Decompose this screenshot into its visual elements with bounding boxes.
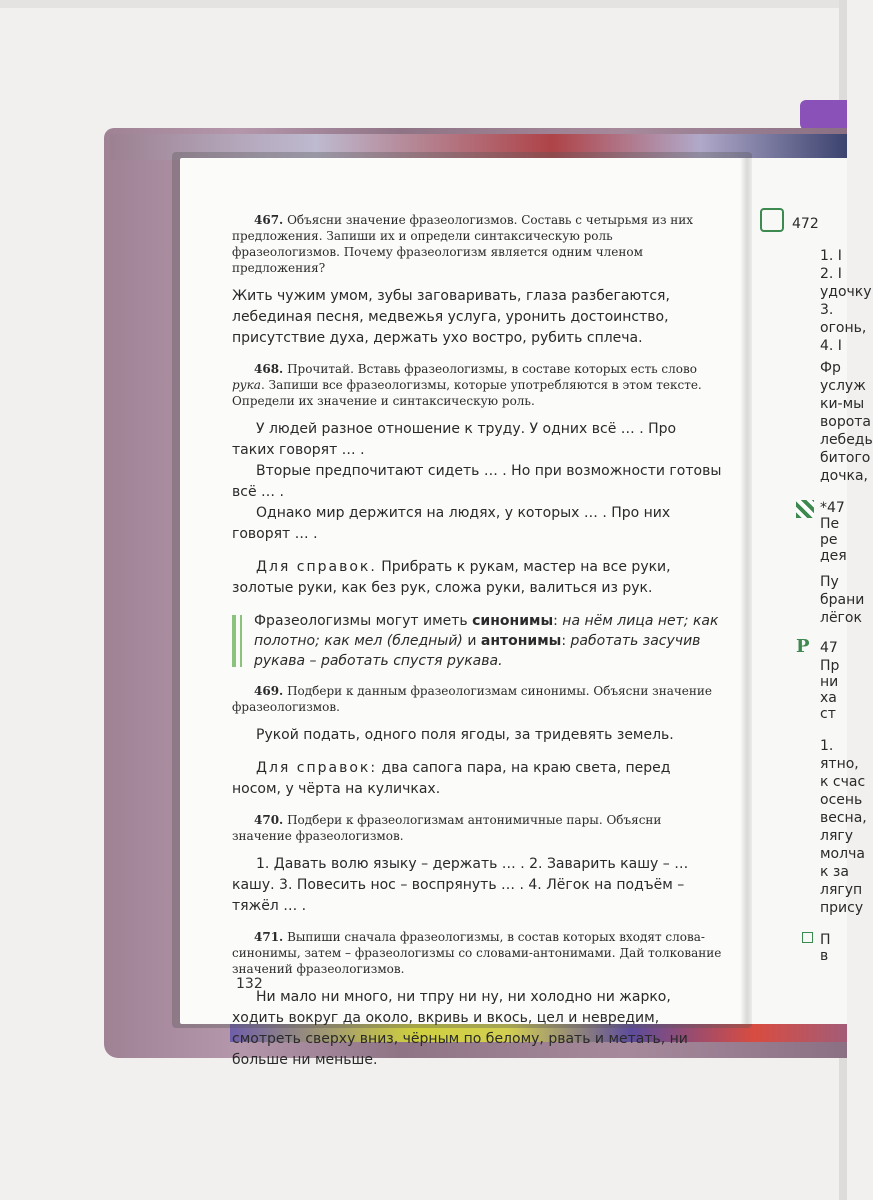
right-page-fragment: дея [820,548,847,564]
right-page-fragment: лёгок [820,610,862,626]
right-page-fragment: в [820,948,829,964]
right-page-fragment: 47 [820,640,838,656]
paragraph: Жить чужим умом, зубы заговаривать, глаза разбегаются, лебединая песня, медвежья услуга, уронить достоинство, присутствие духа, держать ухо востро, рубить сплеча. [232,288,670,346]
right-page-fragment: Фр [820,360,841,376]
rule-text: и [462,633,481,649]
right-page-fragment: битого [820,450,871,466]
reference-label: Для справок: [256,760,378,776]
task-471-instruction [232,929,722,977]
right-page-fragment: 472 [792,216,819,232]
right-page-fragment: ре [820,532,838,548]
pattern-icon [796,500,814,518]
task-number: 469. [254,684,284,698]
paragraph: Ни мало ни много, ни тпру ни ну, ни холодно ни жарко, ходить вокруг да около, вкривь и вкось, цел и невредим, смотреть сверху вниз, чёрным по белому, рвать и метать, ни больше ни меньше. [232,989,688,1068]
right-page-fragment: 1. I [820,248,842,264]
right-page-fragment: ятно, [820,756,859,772]
reference-text: два сапога пара, на краю света, перед носом, у чёрта на куличках. [232,760,671,797]
rule-text: : [561,633,571,649]
scan-border-top [0,0,847,8]
right-page-fragment: ст [820,706,836,722]
right-page-fragment: *47 [820,500,845,516]
paragraph: Вторые предпочитают сидеть … . Но при возможности готовы всё … . [232,463,722,500]
right-page-fragment: ворота [820,414,872,430]
right-page-fragment: 1. [820,738,834,754]
task-470-instruction [232,812,722,844]
task-468-reference [232,557,722,599]
task-number: 467. [254,213,284,227]
left-page-content [232,212,722,1083]
task-instruction: . Запиши все фразеологизмы, которые употребляются в этом тексте. Определи их значение и синтаксическую роль. [232,378,702,408]
page-number: 132 [236,976,263,992]
task-instruction: Подбери к фразеологизмам антонимичные пары. Объясни значение фразеологизмов. [232,813,662,843]
right-page-fragment: молча [820,846,865,862]
right-page-fragment: огонь, [820,320,867,336]
task-number: 470. [254,813,284,827]
right-page-fragment: дочка, [820,468,869,484]
task-number: 468. [254,362,284,376]
rule-text: Фразеологизмы могут иметь [254,613,473,629]
right-page-fragment: 2. I [820,266,842,282]
rule-example: работать засучив рукава – работать спустя рукава. [254,633,701,669]
right-page-fragment: Пу [820,574,839,590]
task-471-text [232,987,722,1071]
right-page [752,158,873,1024]
right-page-fragment: к счас [820,774,866,790]
right-page-fragment: Пр [820,658,840,674]
task-468-instruction [232,361,722,409]
right-page-fragment: ни [820,674,839,690]
right-page-fragment: лебедь [820,432,873,448]
right-page-fragment: Пе [820,516,840,532]
rule-text: : [553,613,563,629]
rule-bar [240,615,242,667]
task-number: 471. [254,930,284,944]
task-instruction-word: рука [232,378,261,392]
task-467-instruction [232,212,722,276]
rule-box [232,611,722,671]
right-page-fragment: к за [820,864,849,880]
right-page-fragment: П [820,932,831,948]
paragraph: Рукой подать, одного поля ягоды, за тридевять земель. [256,727,674,743]
right-page-fragment: 3. [820,302,834,318]
paragraph: 1. Давать волю языку – держать … . 2. Заварить кашу – … кашу. 3. Повесить нос – воспрянуть … . 4. Лёгок на подъём – тяжёл … . [232,856,689,914]
reference-label: Для справок. [256,559,377,575]
task-467-text [232,286,722,349]
right-page-fragment: брани [820,592,865,608]
right-page-fragment: лягу [820,828,854,844]
right-page-fragment: весна, [820,810,867,826]
right-page-fragment: лягуп [820,882,863,898]
rule-term: антонимы [480,633,562,649]
left-page [180,158,746,1068]
task-469-text [232,725,722,746]
task-469-reference [232,758,722,800]
task-470-text [232,854,722,917]
task-instruction: Объясни значение фразеологизмов. Составь с четырьмя из них предложения. Запиши их и определи синтаксическую роль фразеологизмов. Почему фразеологизм является одним членом предложения? [232,213,694,275]
rule-term: синонимы [472,613,554,629]
right-page-fragment: ха [820,690,837,706]
paragraph: Однако мир держится на людях, у которых … . Про них говорят … . [232,505,671,542]
right-page-fragment: ки-мы [820,396,865,412]
task-instruction: Выпиши сначала фразеологизмы, в состав которых входят слова-синонимы, затем – фразеологизмы со словами-антонимами. Дай толкование значений фразеологизмов. [232,930,722,976]
bookmark-tab [800,100,847,130]
p-icon: Р [796,636,810,657]
task-instruction: Прочитай. Вставь фразеологизмы, в составе которых есть слово [287,362,697,376]
task-469-instruction [232,683,722,715]
paragraph: У людей разное отношение к труду. У одних всё … . Про таких говорят … . [232,421,677,458]
right-page-fragment: прису [820,900,864,916]
square-icon [802,932,813,943]
right-page-fragment: осень [820,792,863,808]
right-page-fragment: 4. I [820,338,842,354]
task-468-text [232,419,722,545]
rule-example: на нём лица нет; как полотно; как мел (бледный) [254,613,719,649]
task-instruction: Подбери к данным фразеологизмам синонимы. Объясни значение фразеологизмов. [232,684,713,714]
right-page-fragment: удочку [820,284,872,300]
lock-icon [760,208,784,232]
rule-bar [232,615,236,667]
reference-text: Прибрать к рукам, мастер на все руки, золотые руки, как без рук, сложа руки, валиться из рук. [232,559,671,596]
right-page-fragment: услуж [820,378,866,394]
